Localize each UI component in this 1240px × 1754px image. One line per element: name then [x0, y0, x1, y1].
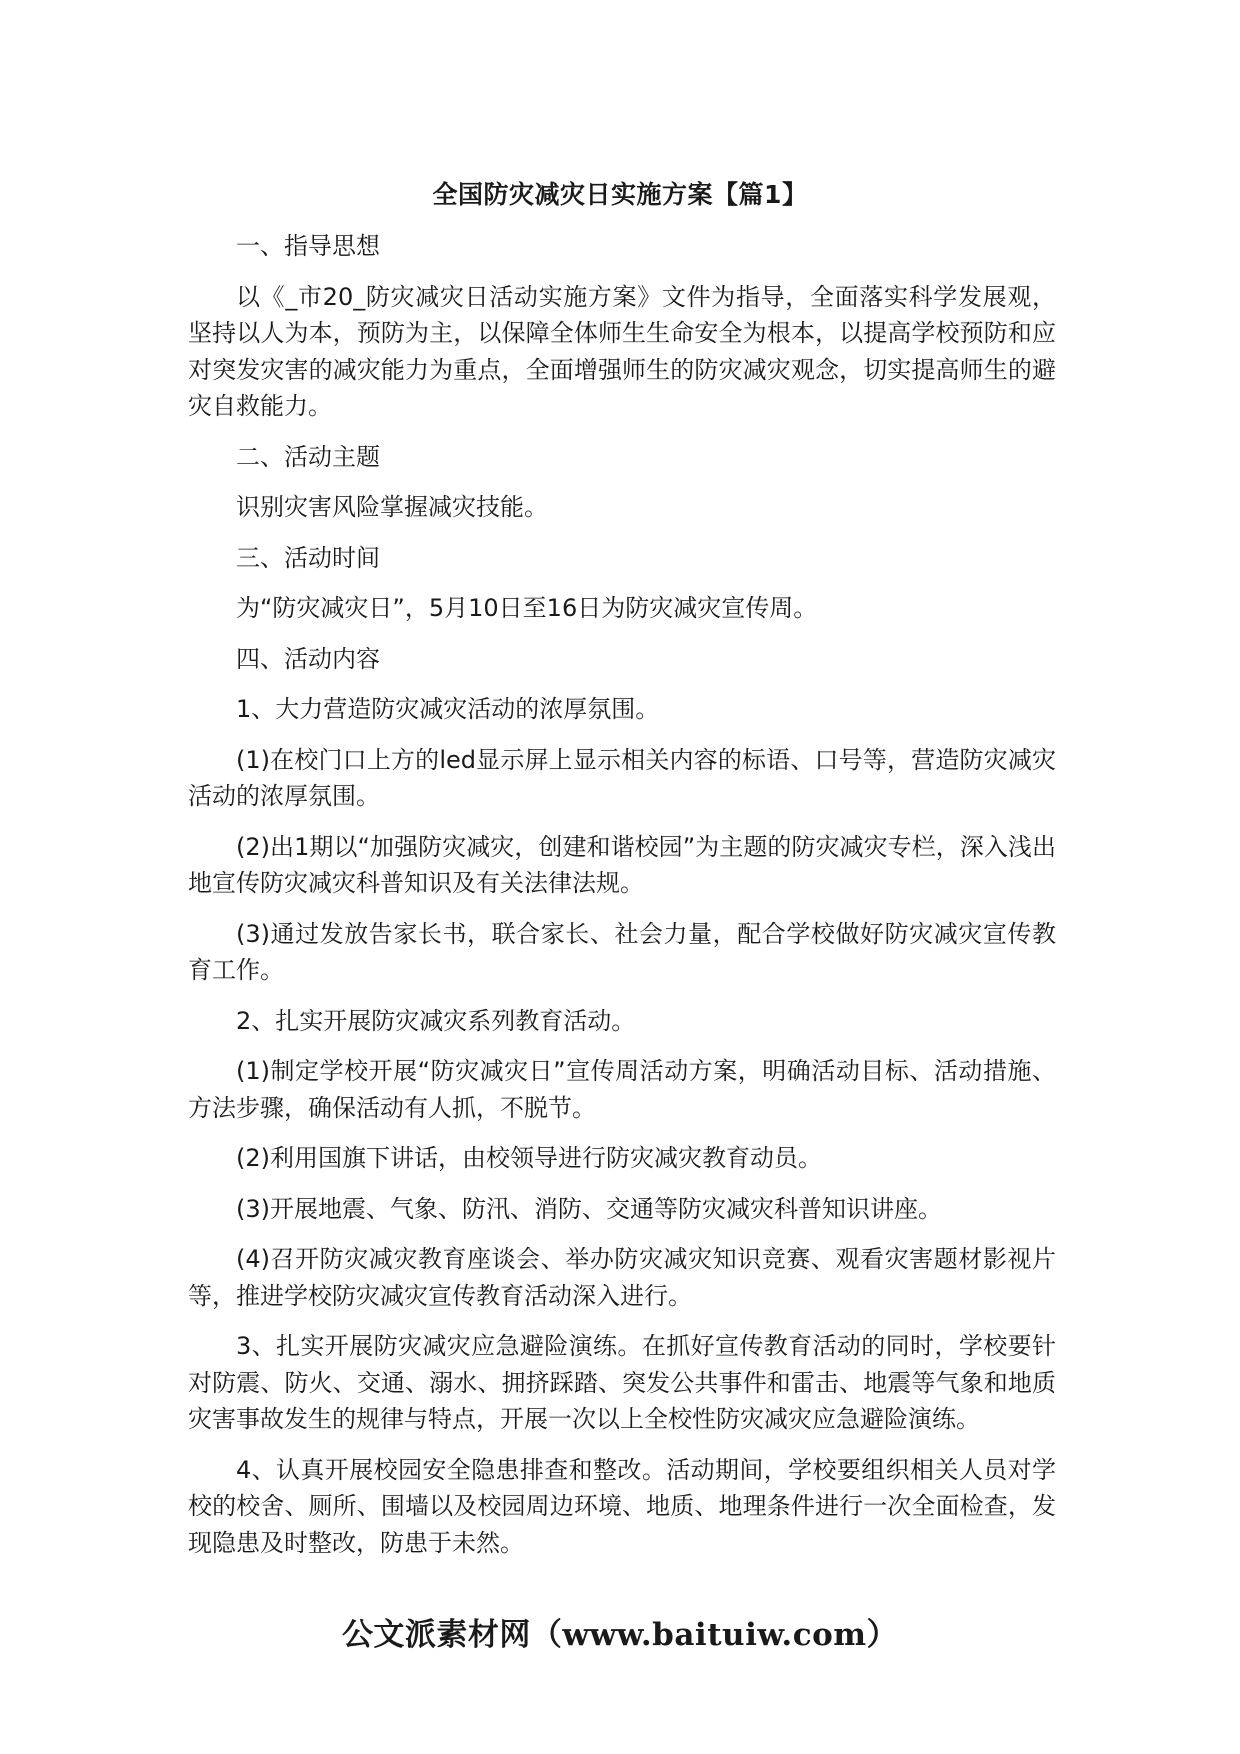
paragraph-item-1-1: (1)在校门口上方的led显示屏上显示相关内容的标语、口号等，营造防灾减灾活动的浓厚氛围。	[188, 745, 1056, 810]
section-heading-activity-theme: 二、活动主题	[236, 442, 380, 471]
paragraph-item-4: 4、认真开展校园安全隐患排查和整改。活动期间，学校要组织相关人员对学校的校舍、厕所、围墙以及校园周边环境、地质、地理条件进行一次全面检查，发现隐患及时整改，防患于未然。	[188, 1455, 1056, 1557]
paragraph-activity-time: 为“防灾减灾日”，5月10日至16日为防灾减灾宣传周。	[236, 594, 818, 622]
paragraph-item-1-2: (2)出1期以“加强防灾减灾，创建和谐校园”为主题的防灾减灾专栏，深入浅出地宣传防灾减灾科普知识及有关法律法规。	[188, 832, 1056, 897]
paragraph-item-2-3: (3)开展地震、气象、防汛、消防、交通等防灾减灾科普知识讲座。	[236, 1194, 942, 1223]
paragraph-item-2-1: (1)制定学校开展“防灾减灾日”宣传周活动方案，明确活动目标、活动措施、方法步骤，确保活动有人抓，不脱节。	[188, 1057, 1056, 1122]
section-heading-guiding-ideology: 一、指导思想	[236, 232, 380, 260]
section-heading-activity-content: 四、活动内容	[236, 644, 380, 673]
paragraph-item-2: 2、扎实开展防灾减灾系列教育活动。	[236, 1006, 636, 1035]
document-body	[188, 228, 1056, 1575]
paragraph-guiding-ideology: 以《_市20_防灾减灾日活动实施方案》文件为指导，全面落实科学发展观，坚持以人为本，预防为主，以保障全体师生生命安全为根本，以提高学校预防和应对突发灾害的减灾能力为重点，全面增强师生的防灾减灾观念，切实提高师生的避灾自救能力。	[188, 282, 1056, 420]
paragraph-item-2-4: (4)召开防灾减灾教育座谈会、举办防灾减灾知识竞赛、观看灾害题材影视片等，推进学校防灾减灾宣传教育活动深入进行。	[188, 1245, 1056, 1310]
document-title: 全国防灾减灾日实施方案【篇1】	[432, 180, 808, 209]
section-heading-activity-time: 三、活动时间	[236, 543, 380, 572]
paragraph-item-1: 1、大力营造防灾减灾活动的浓厚氛围。	[236, 695, 660, 723]
paragraph-item-1-3: (3)通过发放告家长书，联合家长、社会力量，配合学校做好防灾减灾宣传教育工作。	[188, 919, 1056, 984]
footer-watermark: 公文派素材网（www.baituiw.com）	[341, 1617, 899, 1653]
paragraph-activity-theme: 识别灾害风险掌握减灾技能。	[236, 493, 548, 521]
paragraph-item-3: 3、扎实开展防灾减灾应急避险演练。在抓好宣传教育活动的同时，学校要针对防震、防火、交通、溺水、拥挤踩踏、突发公共事件和雷击、地震等气象和地质灾害事故发生的规律与特点，开展一次以上全校性防灾减灾应急避险演练。	[188, 1332, 1056, 1433]
paragraph-item-2-2: (2)利用国旗下讲话，由校领导进行防灾减灾教育动员。	[236, 1144, 822, 1172]
